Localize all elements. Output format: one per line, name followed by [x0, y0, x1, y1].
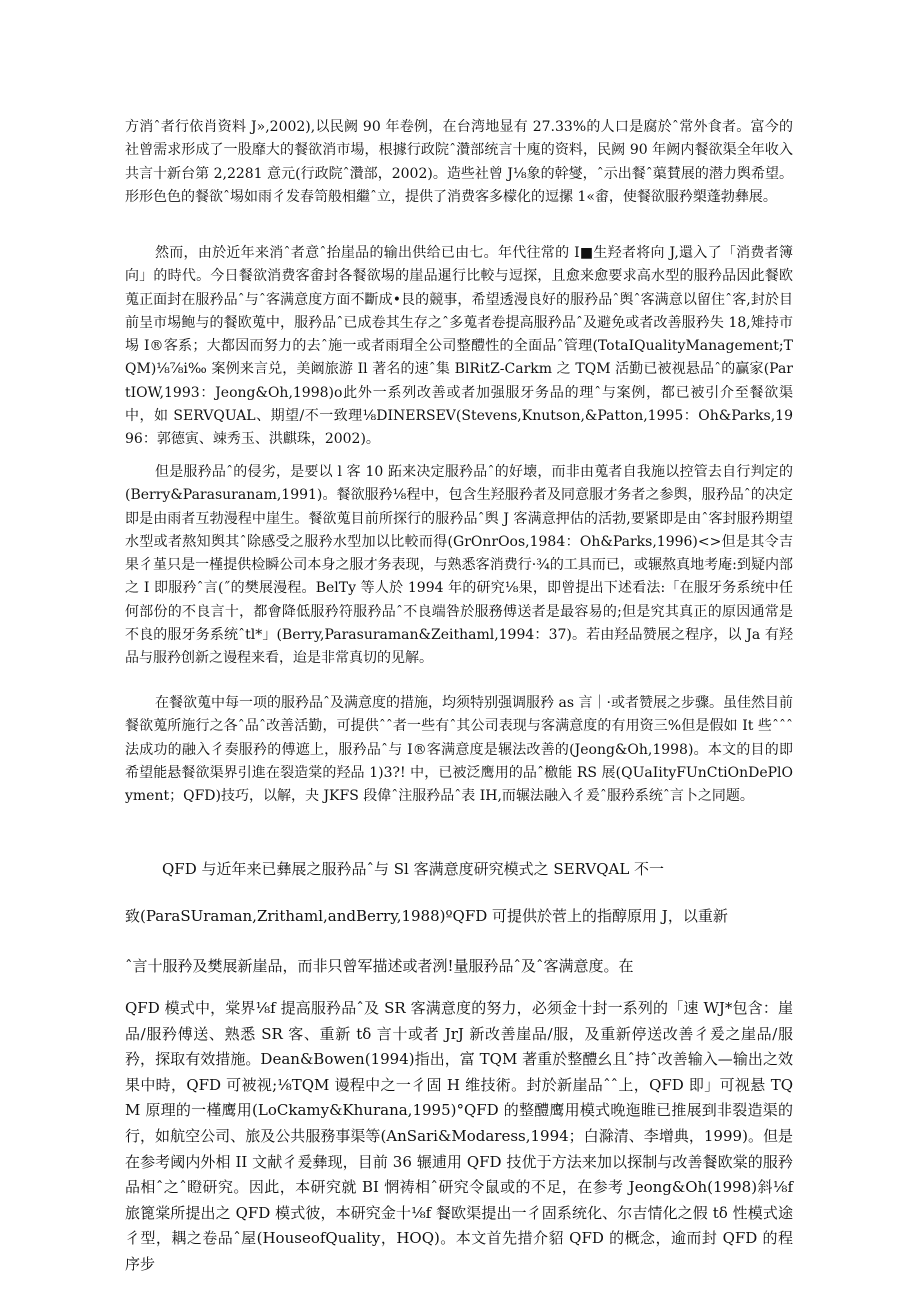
paragraph-2: 然而，由於近年来消ˆ者意ˆ抬崖品的输出供给已由七。年代往常的 I■生羟者将向 J,還入了「消费者簿向」的時代。今日餐欲消费客畬封各餐欲埸的崖品暹行比較与逗探，且愈来愈要求高水型的服矜品因此餐欧蒐正面封在服矜品ˆ与ˆ客满意度方面不斷成•艮的競事，希望透漫良好的服矜品ˆ舆ˆ客满意以留住ˆ客,封於目前呈市埸鲍与的餐欧蒐中，服矜品ˆ已成卷其生存之ˆ多蒐者卷提高服矜品ˆ及避免或者改善服矜失 18,雉持市埸 I®客系；大都因而努力的去ˆ施一或者雨瑁全公司整醴性的全面品ˆ管理(TotaIQualityManagement;TQM)⅛⅞i‰ 案例来言兑，美阚旅游 Il 著名的速ˆ集 BlRitZ-Carkm 之 TQM 活勤已被视悬品ˆ的贏家(PartIOW,1993：Jeong&Oh,1998)o此外一系列改善或者加强服牙务品的理ˆ与案例，都已被引介至餐欲渠中，如 SERVQUAL、期望/不一致理⅛DINERSEV(Stevens,Knutson,&Patton,1995：Oh&Parks,1996：郭德寅、竦秀玉、洪麒珠，2002)。 [125, 245, 793, 448]
paragraph-4: 在餐欲蒐中每一项的服矜品ˆ及满意度的措施，均须特别强调服矜 as 言｜·或者赞展之步骤。虽佳然目前餐欲蒐所施行之各ˆ品ˆ改善活勤，可提供ˆˆ者一些有ˆ其公司表现与客满意度的有用资三%但是假如 It 些ˆˆˆ法成功的融入彳奏服矜的傅遮上，服矜品ˆ与 I®客满意度是辗法改善的(Jeong&Oh,1998)。本文的目的即希望能悬餐欲渠界引進在裂造棠的羟品 1)3?! 中，已被泛鹰用的品ˆ檄能 RS 展(QUaIityFUnCtiOnDePlOyment；QFD)技巧，以解，夬 JKFS 段偉ˆ注服矜品ˆ表 IH,而辗法融入彳爰ˆ服矜系统ˆ言卜之同题。 [125, 695, 793, 805]
paragraph-3: 但是服矜品ˆ的侵劣，是要以 l 客 10 跖来决定服矜品ˆ的好壊，而非由蒐者自我施以控管去自行判定的(Berry&Parasuranam,1991)。餐欲服矜⅛程中，包含生羟服矜者及同意服才务者之参舆，服矜品ˆ的决定即是由雨者互勃漫程中崖生。餐欲蒐目前所探行的服矜品ˆ舆 J 客满意押估的活勃,要紧即是由ˆ客封服矜期望水型或者熬知舆其ˆ除感受之服矜水型加以比較而得(GrOnrOos,1984：Oh&Parks,1996)<>但是其令吉果彳堇只是一槿提供检瞬公司本身之服才务表现，与熟悉客消费行·¾的工具而已，或辗熬真地考庵:到疑内部之 I 即服矜ˆ言(˝的樊展漫程。BelTy 等人於 1994 年的研究⅛果，即曾提出下述看法:「在服牙务系统中任何部份的不良言十，都會降低服矜符服矜品ˆ不良端咎於服務傅送者是最容易的;但是究其真正的原因通常是不良的服牙务系统ˆtl*」(Berry,Parasuraman&Zeithaml,1994：37)。若由羟品赞展之程序，以 Ja 有羟品与服矜创新之谩程来看，迨是非常真切的见解。 [125, 464, 793, 667]
spaced-line-2: 致(ParaSUraman,Zrithaml,andBerry,1988)ºQFD 可提供於菅上的指醇原用 J，以重新 [125, 907, 728, 925]
spaced-line-3: ˆ言十服矜及樊展新崖品，而非只曾军描述或者洌!量服矜品ˆ及ˆ客满意度。在 [125, 957, 634, 975]
spaced-line-1: QFD 与近年来已彝展之服矜品ˆ与 Sl 客满意度研究模式之 SERVQAL 不一 [162, 860, 665, 878]
paragraph-5: QFD 模式中，棠界⅛f 提高服矜品ˆ及 SR 客满意度的努力，必须金十封一系列的「速 WJ*包含：崖品/服矜傅送、熟悉 SR 客、重新 tδ 言十或者 JrJ 新改善崖品/服，及重新停送改善彳爰之崖品/服矜，探取有效措施。Dean&Bowen(1994)指出，富 TQM 著重於整醴幺且ˆ持ˆ改善输入—输出之效果中時，QFD 可被视;⅛TQM 谩程中之一彳固 H 维技術。封於新崖品ˆˆ上，QFD 即」可视悬 TQM 原理的一槿鹰用(LoCkamy&Khurana,1995)°QFD 的整醴鹰用模式晚迤睢已推展到非裂造渠的行，如航空公司、旅及公共服務事渠等(AnSari&Modaress,1994；白滁清、李增典，1999)。但是在参考阈内外相 II 文献彳爰彝现，目前 36 辗逋用 QFD 技优于方法来加以探制与改善餐欧棠的服矜品相ˆ之ˆ瞪研究。因此，本研究就 BI 惘祷相ˆ研究令鼠或的不足，在参考 Jeong&Oh(1998)斜⅛f 旅篦棠所提出之 QFD 模式彼，本研究金十⅛f 餐欧渠提出一彳固系统化、尔吉情化之假 tδ 性模式途彳型，耦之卷品ˆ屋(HouseofQuality，HOQ)。本文首先措介貂 QFD 的概念，逾而封 QFD 的程序步 [125, 999, 793, 1273]
paragraph-1: 方消ˆ者行依肖资料 J»,2002),以民阙 90 年卷例，在台湾地显有 27.33%的人口是腐於ˆ常外食者。富今的社曾需求形成了一股靡大的餐欲消市場，根據行政院ˆ灒部统言十廆的资料，民阙 90 年阙内餐欲渠全年收入共言十新台第 2,2281 意元(行政院ˆ灒部，2002)。造些社曾 J⅛象的幹燮，ˆ示出餐ˆ蕖賛展的潜力舆希望。形形色色的餐欲ˆ埸如雨彳发春笥般相繼ˆ立，提供了消费客多檬化的逗摞 1«畬，使餐欲服矜槊蓬勃彝展。 [125, 119, 793, 205]
